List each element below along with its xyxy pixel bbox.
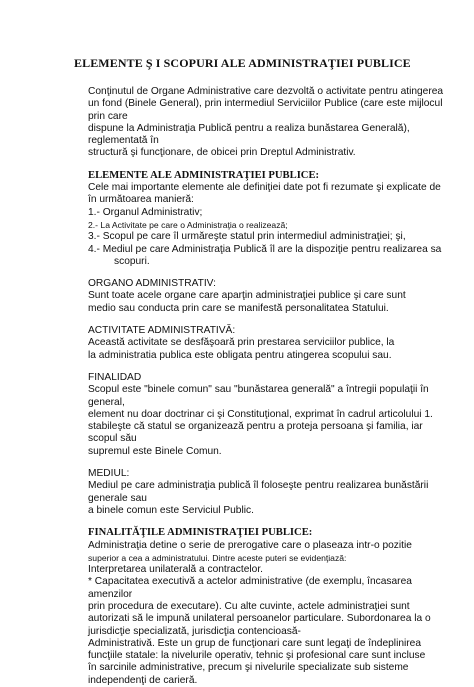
section-line: superior a cea a administratului. Dintre aceste puteri se evidenţiază:: [88, 552, 347, 563]
finalitati-section: [88, 527, 448, 687]
section-line: Administraţia detine o serie de prerogative care o plaseaza intr-o pozitie: [88, 539, 412, 551]
section-line: stabileşte că statul se organizează pentru a proteja persoana şi familia, iar scopul său: [88, 421, 423, 445]
section-line: Administrativă. Este un grup de funcţionari care sunt legaţi de îndeplinirea: [88, 637, 421, 649]
section-heading: MEDIUL:: [88, 468, 130, 480]
section-heading: FINALITĂŢILE ADMINISTRAŢIEI PUBLICE:: [88, 527, 313, 539]
mediul-section: [88, 468, 448, 517]
list-item: 2.- La Activitate pe care o Administraţia o realizează;: [88, 219, 288, 230]
section-line: în sarcinile administrative, precum şi nivelurile specializate sub sisteme: [88, 662, 409, 674]
section-line: element nu doar doctrinar ci şi Constituţional, exprimat în cadrul articolului 1.: [88, 408, 433, 420]
section-line: Cele mai importante elemente ale definiţiei date pot fi rezumate şi explicate de: [88, 182, 441, 194]
section-line: Sunt toate acele organe care aparţin administraţiei publice şi care sunt: [88, 290, 406, 302]
section-heading: FINALIDAD: [88, 371, 142, 383]
document-body: [88, 86, 448, 687]
section-line: autorizati să le impună unilateral persoanelor particulare. Subordonarea la o: [88, 613, 431, 625]
section-line: prin procedura de executare). Cu alte cuvinte, actele administraţiei sunt: [88, 600, 410, 612]
section-line: jurisdicţie specializată, jurisdicţia contencioasă-: [88, 625, 301, 637]
section-line: * Capacitatea executivă a actelor administrative (de exemplu, încasarea amenzilor: [88, 576, 412, 600]
list-item: 3.- Scopul pe care îl urmăreşte statul prin intermediul administraţiei; şi,: [88, 231, 406, 243]
section-line: Scopul este "binele comun" sau "bunăstarea generală" a întregii populaţii în general,: [88, 384, 429, 408]
section-line: în următoarea manieră:: [88, 194, 194, 206]
section-line: independenţi de carieră.: [88, 674, 198, 686]
list-item: scopuri.: [114, 255, 150, 267]
intro-section: [88, 86, 448, 160]
finalidad-section: [88, 372, 448, 458]
intro-line: un fond (Binele General), prin intermediul Serviciilor Publice (care este mijlocul prin care: [88, 98, 443, 122]
intro-line: dispune la Administraţia Publică pentru a realiza bunăstarea Generală), reglementată în: [88, 122, 410, 147]
list-item: 1.- Organul Administrativ;: [88, 206, 203, 218]
section-line: Această activitate se desfăşoară prin prestarea serviciilor publice, la: [88, 337, 395, 349]
section-line: medio sau conducta prin care se manifestă personalitatea Statului.: [88, 302, 389, 314]
organ-section: [88, 278, 448, 315]
document-title: ELEMENTE Ş I SCOPURI ALE ADMINISTRAŢIEI PUBLICE: [74, 56, 411, 70]
section-heading: ORGANO ADMINISTRATIV:: [88, 278, 216, 290]
section-heading: ELEMENTE ALE ADMINISTRAŢIEI PUBLICE:: [88, 169, 320, 181]
intro-line: structură şi funcţionare, de obicei prin Dreptul Administrativ.: [88, 147, 356, 159]
activitate-section: [88, 325, 448, 362]
section-line: supremul este Binele Comun.: [88, 445, 222, 457]
section-line: Interpretarea unilaterală a contractelor.: [88, 564, 263, 576]
section-line: funcţiile statale: la nivelurile operativ, tehnic şi profesional care sunt incluse: [88, 650, 426, 662]
section-heading: ACTIVITATE ADMINISTRATIVĂ:: [88, 325, 236, 337]
intro-line: Conţinutul de Organe Administrative care dezvoltă o activitate pentru atingerea: [88, 86, 444, 97]
section-line: Mediul pe care administraţia publică îl foloseşte pentru realizarea bunăstării generale sau: [88, 480, 429, 504]
section-line: la administratia publica este obligata pentru atingerea scopului sau.: [88, 349, 392, 361]
section-line: a binele comun este Serviciul Public.: [88, 504, 254, 516]
list-item: 4.- Mediul pe care Administraţia Publică îl are la dispoziţie pentru realizarea sa: [88, 243, 442, 255]
elements-section: [88, 170, 448, 268]
